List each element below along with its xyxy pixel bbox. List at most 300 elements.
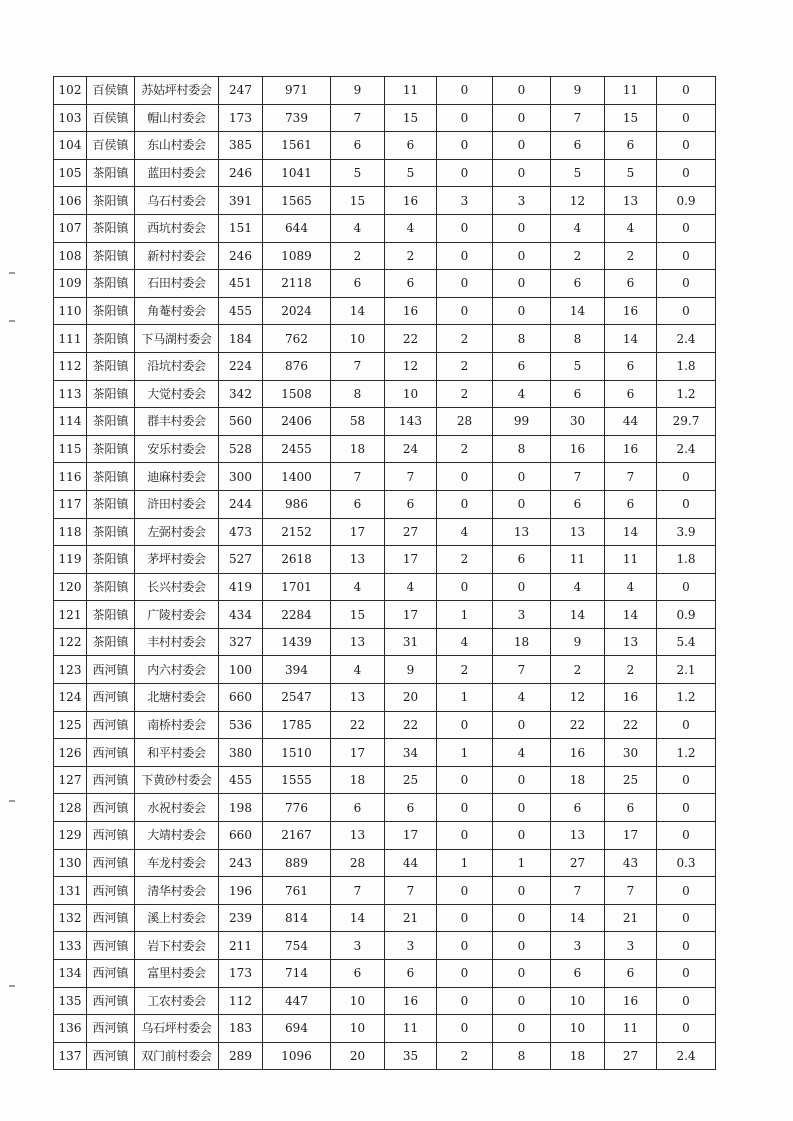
col-ratio-cell: 5.4: [657, 628, 716, 656]
col-persons-c-cell: 16: [605, 987, 657, 1015]
col-households-c-cell: 2: [551, 242, 605, 270]
col-persons-c-cell: 5: [605, 159, 657, 187]
col-ratio-cell: 0: [657, 270, 716, 298]
col-persons-b-cell: 0: [493, 159, 551, 187]
col-persons-b-cell: 4: [493, 739, 551, 767]
households-cell: 247: [219, 77, 263, 105]
households-cell: 211: [219, 932, 263, 960]
col-persons-a-cell: 143: [385, 408, 437, 436]
village-committee-cell: 大靖村委会: [135, 822, 219, 850]
town-cell: 西河镇: [87, 987, 135, 1015]
town-cell: 茶阳镇: [87, 601, 135, 629]
col-households-a-cell: 14: [331, 904, 385, 932]
row-number-cell: 129: [54, 822, 87, 850]
population-cell: 1508: [263, 380, 331, 408]
village-committee-cell: 工农村委会: [135, 987, 219, 1015]
town-cell: 茶阳镇: [87, 463, 135, 491]
row-number-cell: 130: [54, 849, 87, 877]
town-cell: 茶阳镇: [87, 490, 135, 518]
village-committee-cell: 左弼村委会: [135, 518, 219, 546]
col-ratio-cell: 0: [657, 960, 716, 988]
col-persons-a-cell: 9: [385, 656, 437, 684]
households-cell: 660: [219, 822, 263, 850]
households-cell: 434: [219, 601, 263, 629]
row-number-cell: 134: [54, 960, 87, 988]
population-cell: 762: [263, 325, 331, 353]
col-households-c-cell: 12: [551, 684, 605, 712]
households-cell: 451: [219, 270, 263, 298]
col-ratio-cell: 1.8: [657, 546, 716, 574]
households-cell: 151: [219, 214, 263, 242]
col-persons-a-cell: 11: [385, 1015, 437, 1043]
col-ratio-cell: 0: [657, 214, 716, 242]
row-number-cell: 126: [54, 739, 87, 767]
town-cell: 茶阳镇: [87, 242, 135, 270]
col-persons-b-cell: 0: [493, 932, 551, 960]
col-households-a-cell: 7: [331, 877, 385, 905]
population-cell: 876: [263, 352, 331, 380]
col-ratio-cell: 2.4: [657, 325, 716, 353]
col-persons-c-cell: 16: [605, 435, 657, 463]
village-committee-cell: 岩下村委会: [135, 932, 219, 960]
col-households-c-cell: 8: [551, 325, 605, 353]
row-number-cell: 122: [54, 628, 87, 656]
col-persons-a-cell: 15: [385, 104, 437, 132]
households-cell: 100: [219, 656, 263, 684]
village-committee-cell: 内六村委会: [135, 656, 219, 684]
col-persons-b-cell: 0: [493, 960, 551, 988]
col-persons-b-cell: 0: [493, 822, 551, 850]
village-committee-cell: 水祝村委会: [135, 794, 219, 822]
table-row: [54, 766, 716, 794]
col-ratio-cell: 0: [657, 463, 716, 491]
col-households-b-cell: 0: [437, 766, 493, 794]
col-households-c-cell: 6: [551, 270, 605, 298]
table-row: [54, 518, 716, 546]
col-households-c-cell: 7: [551, 463, 605, 491]
col-persons-b-cell: 0: [493, 77, 551, 105]
col-ratio-cell: 0: [657, 77, 716, 105]
col-households-b-cell: 4: [437, 628, 493, 656]
col-households-c-cell: 3: [551, 932, 605, 960]
col-persons-a-cell: 7: [385, 463, 437, 491]
row-number-cell: 110: [54, 297, 87, 325]
scan-mark: [9, 800, 15, 802]
town-cell: 西河镇: [87, 739, 135, 767]
row-number-cell: 117: [54, 490, 87, 518]
col-persons-a-cell: 6: [385, 794, 437, 822]
town-cell: 西河镇: [87, 711, 135, 739]
village-committee-cell: 帽山村委会: [135, 104, 219, 132]
row-number-cell: 105: [54, 159, 87, 187]
col-ratio-cell: 0: [657, 877, 716, 905]
col-households-b-cell: 1: [437, 849, 493, 877]
col-households-a-cell: 6: [331, 960, 385, 988]
col-households-b-cell: 2: [437, 380, 493, 408]
col-persons-b-cell: 0: [493, 711, 551, 739]
col-persons-b-cell: 0: [493, 766, 551, 794]
col-persons-c-cell: 11: [605, 1015, 657, 1043]
col-households-c-cell: 4: [551, 214, 605, 242]
town-cell: 茶阳镇: [87, 628, 135, 656]
col-persons-a-cell: 5: [385, 159, 437, 187]
row-number-cell: 111: [54, 325, 87, 353]
col-persons-b-cell: 0: [493, 242, 551, 270]
table-row: [54, 380, 716, 408]
col-persons-b-cell: 0: [493, 904, 551, 932]
village-committee-cell: 西坑村委会: [135, 214, 219, 242]
population-cell: 1555: [263, 766, 331, 794]
village-committee-cell: 群丰村委会: [135, 408, 219, 436]
col-households-c-cell: 9: [551, 77, 605, 105]
col-households-b-cell: 2: [437, 435, 493, 463]
town-cell: 茶阳镇: [87, 518, 135, 546]
households-cell: 184: [219, 325, 263, 353]
col-persons-c-cell: 30: [605, 739, 657, 767]
village-committee-cell: 溪上村委会: [135, 904, 219, 932]
col-households-a-cell: 7: [331, 463, 385, 491]
table-row: [54, 1042, 716, 1070]
households-cell: 419: [219, 573, 263, 601]
row-number-cell: 133: [54, 932, 87, 960]
col-persons-a-cell: 12: [385, 352, 437, 380]
table-row: [54, 490, 716, 518]
col-households-a-cell: 18: [331, 766, 385, 794]
col-persons-c-cell: 2: [605, 242, 657, 270]
col-households-c-cell: 6: [551, 490, 605, 518]
col-persons-b-cell: 1: [493, 849, 551, 877]
town-cell: 茶阳镇: [87, 214, 135, 242]
row-number-cell: 109: [54, 270, 87, 298]
col-households-c-cell: 18: [551, 1042, 605, 1070]
col-persons-b-cell: 0: [493, 270, 551, 298]
population-cell: 644: [263, 214, 331, 242]
col-persons-b-cell: 3: [493, 601, 551, 629]
col-persons-b-cell: 0: [493, 463, 551, 491]
village-committee-cell: 和平村委会: [135, 739, 219, 767]
col-households-a-cell: 2: [331, 242, 385, 270]
col-households-a-cell: 58: [331, 408, 385, 436]
households-cell: 244: [219, 490, 263, 518]
col-ratio-cell: 2.4: [657, 435, 716, 463]
col-households-a-cell: 13: [331, 546, 385, 574]
col-persons-b-cell: 7: [493, 656, 551, 684]
village-committee-cell: 茅坪村委会: [135, 546, 219, 574]
households-cell: 173: [219, 960, 263, 988]
col-households-b-cell: 0: [437, 904, 493, 932]
col-persons-b-cell: 0: [493, 104, 551, 132]
town-cell: 西河镇: [87, 766, 135, 794]
col-households-a-cell: 13: [331, 628, 385, 656]
village-committee-cell: 南桥村委会: [135, 711, 219, 739]
col-households-c-cell: 13: [551, 518, 605, 546]
population-cell: 971: [263, 77, 331, 105]
col-households-c-cell: 2: [551, 656, 605, 684]
col-households-c-cell: 18: [551, 766, 605, 794]
households-cell: 198: [219, 794, 263, 822]
col-persons-c-cell: 6: [605, 490, 657, 518]
table-row: [54, 960, 716, 988]
col-households-b-cell: 1: [437, 601, 493, 629]
col-households-c-cell: 10: [551, 1015, 605, 1043]
table-row: [54, 601, 716, 629]
col-ratio-cell: 0: [657, 132, 716, 160]
col-persons-c-cell: 25: [605, 766, 657, 794]
town-cell: 茶阳镇: [87, 435, 135, 463]
village-committee-cell: 蓝田村委会: [135, 159, 219, 187]
col-households-a-cell: 13: [331, 822, 385, 850]
col-households-c-cell: 6: [551, 132, 605, 160]
col-households-b-cell: 0: [437, 270, 493, 298]
col-persons-a-cell: 24: [385, 435, 437, 463]
table-row: [54, 408, 716, 436]
households-cell: 327: [219, 628, 263, 656]
village-committee-cell: 沿坑村委会: [135, 352, 219, 380]
town-cell: 茶阳镇: [87, 573, 135, 601]
population-cell: 2455: [263, 435, 331, 463]
col-households-a-cell: 6: [331, 490, 385, 518]
households-cell: 112: [219, 987, 263, 1015]
scan-mark: [9, 272, 15, 274]
col-persons-c-cell: 17: [605, 822, 657, 850]
population-cell: 1439: [263, 628, 331, 656]
col-persons-a-cell: 17: [385, 822, 437, 850]
col-persons-c-cell: 2: [605, 656, 657, 684]
col-persons-c-cell: 7: [605, 463, 657, 491]
col-households-b-cell: 0: [437, 104, 493, 132]
col-persons-b-cell: 8: [493, 435, 551, 463]
col-households-c-cell: 13: [551, 822, 605, 850]
col-persons-a-cell: 7: [385, 877, 437, 905]
row-number-cell: 103: [54, 104, 87, 132]
col-ratio-cell: 0: [657, 904, 716, 932]
table-row: [54, 325, 716, 353]
population-cell: 739: [263, 104, 331, 132]
population-cell: 1041: [263, 159, 331, 187]
col-households-a-cell: 4: [331, 573, 385, 601]
table-row: [54, 242, 716, 270]
population-cell: 1096: [263, 1042, 331, 1070]
village-committee-cell: 长兴村委会: [135, 573, 219, 601]
col-households-a-cell: 10: [331, 1015, 385, 1043]
col-persons-a-cell: 22: [385, 325, 437, 353]
town-cell: 茶阳镇: [87, 159, 135, 187]
town-cell: 百侯镇: [87, 104, 135, 132]
col-persons-c-cell: 6: [605, 380, 657, 408]
col-persons-b-cell: 99: [493, 408, 551, 436]
row-number-cell: 124: [54, 684, 87, 712]
col-ratio-cell: 0.3: [657, 849, 716, 877]
col-ratio-cell: 0: [657, 573, 716, 601]
population-cell: 1561: [263, 132, 331, 160]
col-persons-c-cell: 3: [605, 932, 657, 960]
row-number-cell: 119: [54, 546, 87, 574]
town-cell: 茶阳镇: [87, 270, 135, 298]
population-cell: 2284: [263, 601, 331, 629]
village-committee-cell: 苏姑坪村委会: [135, 77, 219, 105]
row-number-cell: 102: [54, 77, 87, 105]
households-cell: 455: [219, 297, 263, 325]
population-cell: 1785: [263, 711, 331, 739]
village-committee-cell: 石田村委会: [135, 270, 219, 298]
col-ratio-cell: 0: [657, 104, 716, 132]
col-households-a-cell: 7: [331, 352, 385, 380]
row-number-cell: 104: [54, 132, 87, 160]
col-households-c-cell: 12: [551, 187, 605, 215]
population-cell: 814: [263, 904, 331, 932]
population-cell: 1089: [263, 242, 331, 270]
table-row: [54, 463, 716, 491]
col-ratio-cell: 0: [657, 794, 716, 822]
col-households-a-cell: 14: [331, 297, 385, 325]
town-cell: 西河镇: [87, 877, 135, 905]
col-households-b-cell: 0: [437, 932, 493, 960]
col-persons-c-cell: 13: [605, 628, 657, 656]
households-cell: 455: [219, 766, 263, 794]
town-cell: 茶阳镇: [87, 380, 135, 408]
scan-mark: [9, 320, 15, 322]
col-persons-c-cell: 14: [605, 601, 657, 629]
col-ratio-cell: 0.9: [657, 601, 716, 629]
col-households-a-cell: 6: [331, 132, 385, 160]
population-cell: 1510: [263, 739, 331, 767]
row-number-cell: 112: [54, 352, 87, 380]
col-persons-a-cell: 11: [385, 77, 437, 105]
col-households-c-cell: 14: [551, 904, 605, 932]
col-persons-c-cell: 4: [605, 573, 657, 601]
population-cell: 2167: [263, 822, 331, 850]
col-households-c-cell: 30: [551, 408, 605, 436]
col-households-c-cell: 5: [551, 352, 605, 380]
col-ratio-cell: 0: [657, 711, 716, 739]
row-number-cell: 113: [54, 380, 87, 408]
col-households-b-cell: 2: [437, 546, 493, 574]
col-ratio-cell: 3.9: [657, 518, 716, 546]
col-ratio-cell: 0: [657, 932, 716, 960]
col-persons-b-cell: 4: [493, 380, 551, 408]
col-households-a-cell: 7: [331, 104, 385, 132]
col-households-b-cell: 2: [437, 352, 493, 380]
village-committee-cell: 车龙村委会: [135, 849, 219, 877]
col-persons-c-cell: 21: [605, 904, 657, 932]
col-persons-c-cell: 13: [605, 187, 657, 215]
col-persons-a-cell: 17: [385, 546, 437, 574]
town-cell: 西河镇: [87, 794, 135, 822]
row-number-cell: 131: [54, 877, 87, 905]
households-cell: 183: [219, 1015, 263, 1043]
col-households-b-cell: 2: [437, 1042, 493, 1070]
col-ratio-cell: 0.9: [657, 187, 716, 215]
col-households-b-cell: 0: [437, 573, 493, 601]
col-persons-a-cell: 4: [385, 573, 437, 601]
col-persons-c-cell: 15: [605, 104, 657, 132]
village-committee-cell: 下黄砂村委会: [135, 766, 219, 794]
table-row: [54, 656, 716, 684]
col-ratio-cell: 0: [657, 297, 716, 325]
village-committee-cell: 丰村村委会: [135, 628, 219, 656]
households-cell: 300: [219, 463, 263, 491]
col-households-c-cell: 9: [551, 628, 605, 656]
col-households-b-cell: 0: [437, 490, 493, 518]
population-cell: 776: [263, 794, 331, 822]
col-persons-c-cell: 43: [605, 849, 657, 877]
households-cell: 560: [219, 408, 263, 436]
col-persons-b-cell: 8: [493, 325, 551, 353]
town-cell: 西河镇: [87, 656, 135, 684]
households-cell: 224: [219, 352, 263, 380]
row-number-cell: 136: [54, 1015, 87, 1043]
col-households-a-cell: 13: [331, 684, 385, 712]
col-households-a-cell: 18: [331, 435, 385, 463]
col-households-b-cell: 0: [437, 960, 493, 988]
population-cell: 2618: [263, 546, 331, 574]
col-households-b-cell: 0: [437, 132, 493, 160]
col-households-c-cell: 14: [551, 297, 605, 325]
col-persons-c-cell: 4: [605, 214, 657, 242]
village-committee-cell: 角菴村委会: [135, 297, 219, 325]
col-ratio-cell: 2.4: [657, 1042, 716, 1070]
col-persons-a-cell: 3: [385, 932, 437, 960]
col-households-a-cell: 17: [331, 518, 385, 546]
village-committee-cell: 浒田村委会: [135, 490, 219, 518]
households-cell: 173: [219, 104, 263, 132]
col-persons-b-cell: 0: [493, 1015, 551, 1043]
col-households-b-cell: 0: [437, 214, 493, 242]
table-row: [54, 435, 716, 463]
population-cell: 1565: [263, 187, 331, 215]
table-row: [54, 904, 716, 932]
col-persons-c-cell: 27: [605, 1042, 657, 1070]
col-persons-b-cell: 4: [493, 684, 551, 712]
col-persons-c-cell: 22: [605, 711, 657, 739]
col-persons-a-cell: 10: [385, 380, 437, 408]
row-number-cell: 120: [54, 573, 87, 601]
households-cell: 391: [219, 187, 263, 215]
col-households-a-cell: 10: [331, 325, 385, 353]
population-cell: 761: [263, 877, 331, 905]
village-committee-cell: 北塘村委会: [135, 684, 219, 712]
town-cell: 西河镇: [87, 932, 135, 960]
town-cell: 西河镇: [87, 1042, 135, 1070]
col-persons-b-cell: 0: [493, 573, 551, 601]
col-persons-b-cell: 8: [493, 1042, 551, 1070]
col-households-a-cell: 10: [331, 987, 385, 1015]
col-persons-b-cell: 3: [493, 187, 551, 215]
col-households-c-cell: 4: [551, 573, 605, 601]
population-cell: 2024: [263, 297, 331, 325]
col-households-a-cell: 4: [331, 656, 385, 684]
col-ratio-cell: 0: [657, 159, 716, 187]
table-row: [54, 159, 716, 187]
col-persons-b-cell: 0: [493, 490, 551, 518]
households-cell: 239: [219, 904, 263, 932]
population-cell: 889: [263, 849, 331, 877]
village-committee-cell: 迪麻村委会: [135, 463, 219, 491]
town-cell: 茶阳镇: [87, 408, 135, 436]
col-ratio-cell: 1.2: [657, 739, 716, 767]
population-cell: 2152: [263, 518, 331, 546]
col-persons-b-cell: 0: [493, 877, 551, 905]
col-persons-a-cell: 35: [385, 1042, 437, 1070]
town-cell: 百侯镇: [87, 77, 135, 105]
col-households-c-cell: 7: [551, 104, 605, 132]
table-row: [54, 77, 716, 105]
col-households-a-cell: 6: [331, 794, 385, 822]
col-persons-a-cell: 17: [385, 601, 437, 629]
row-number-cell: 123: [54, 656, 87, 684]
households-cell: 536: [219, 711, 263, 739]
population-cell: 986: [263, 490, 331, 518]
